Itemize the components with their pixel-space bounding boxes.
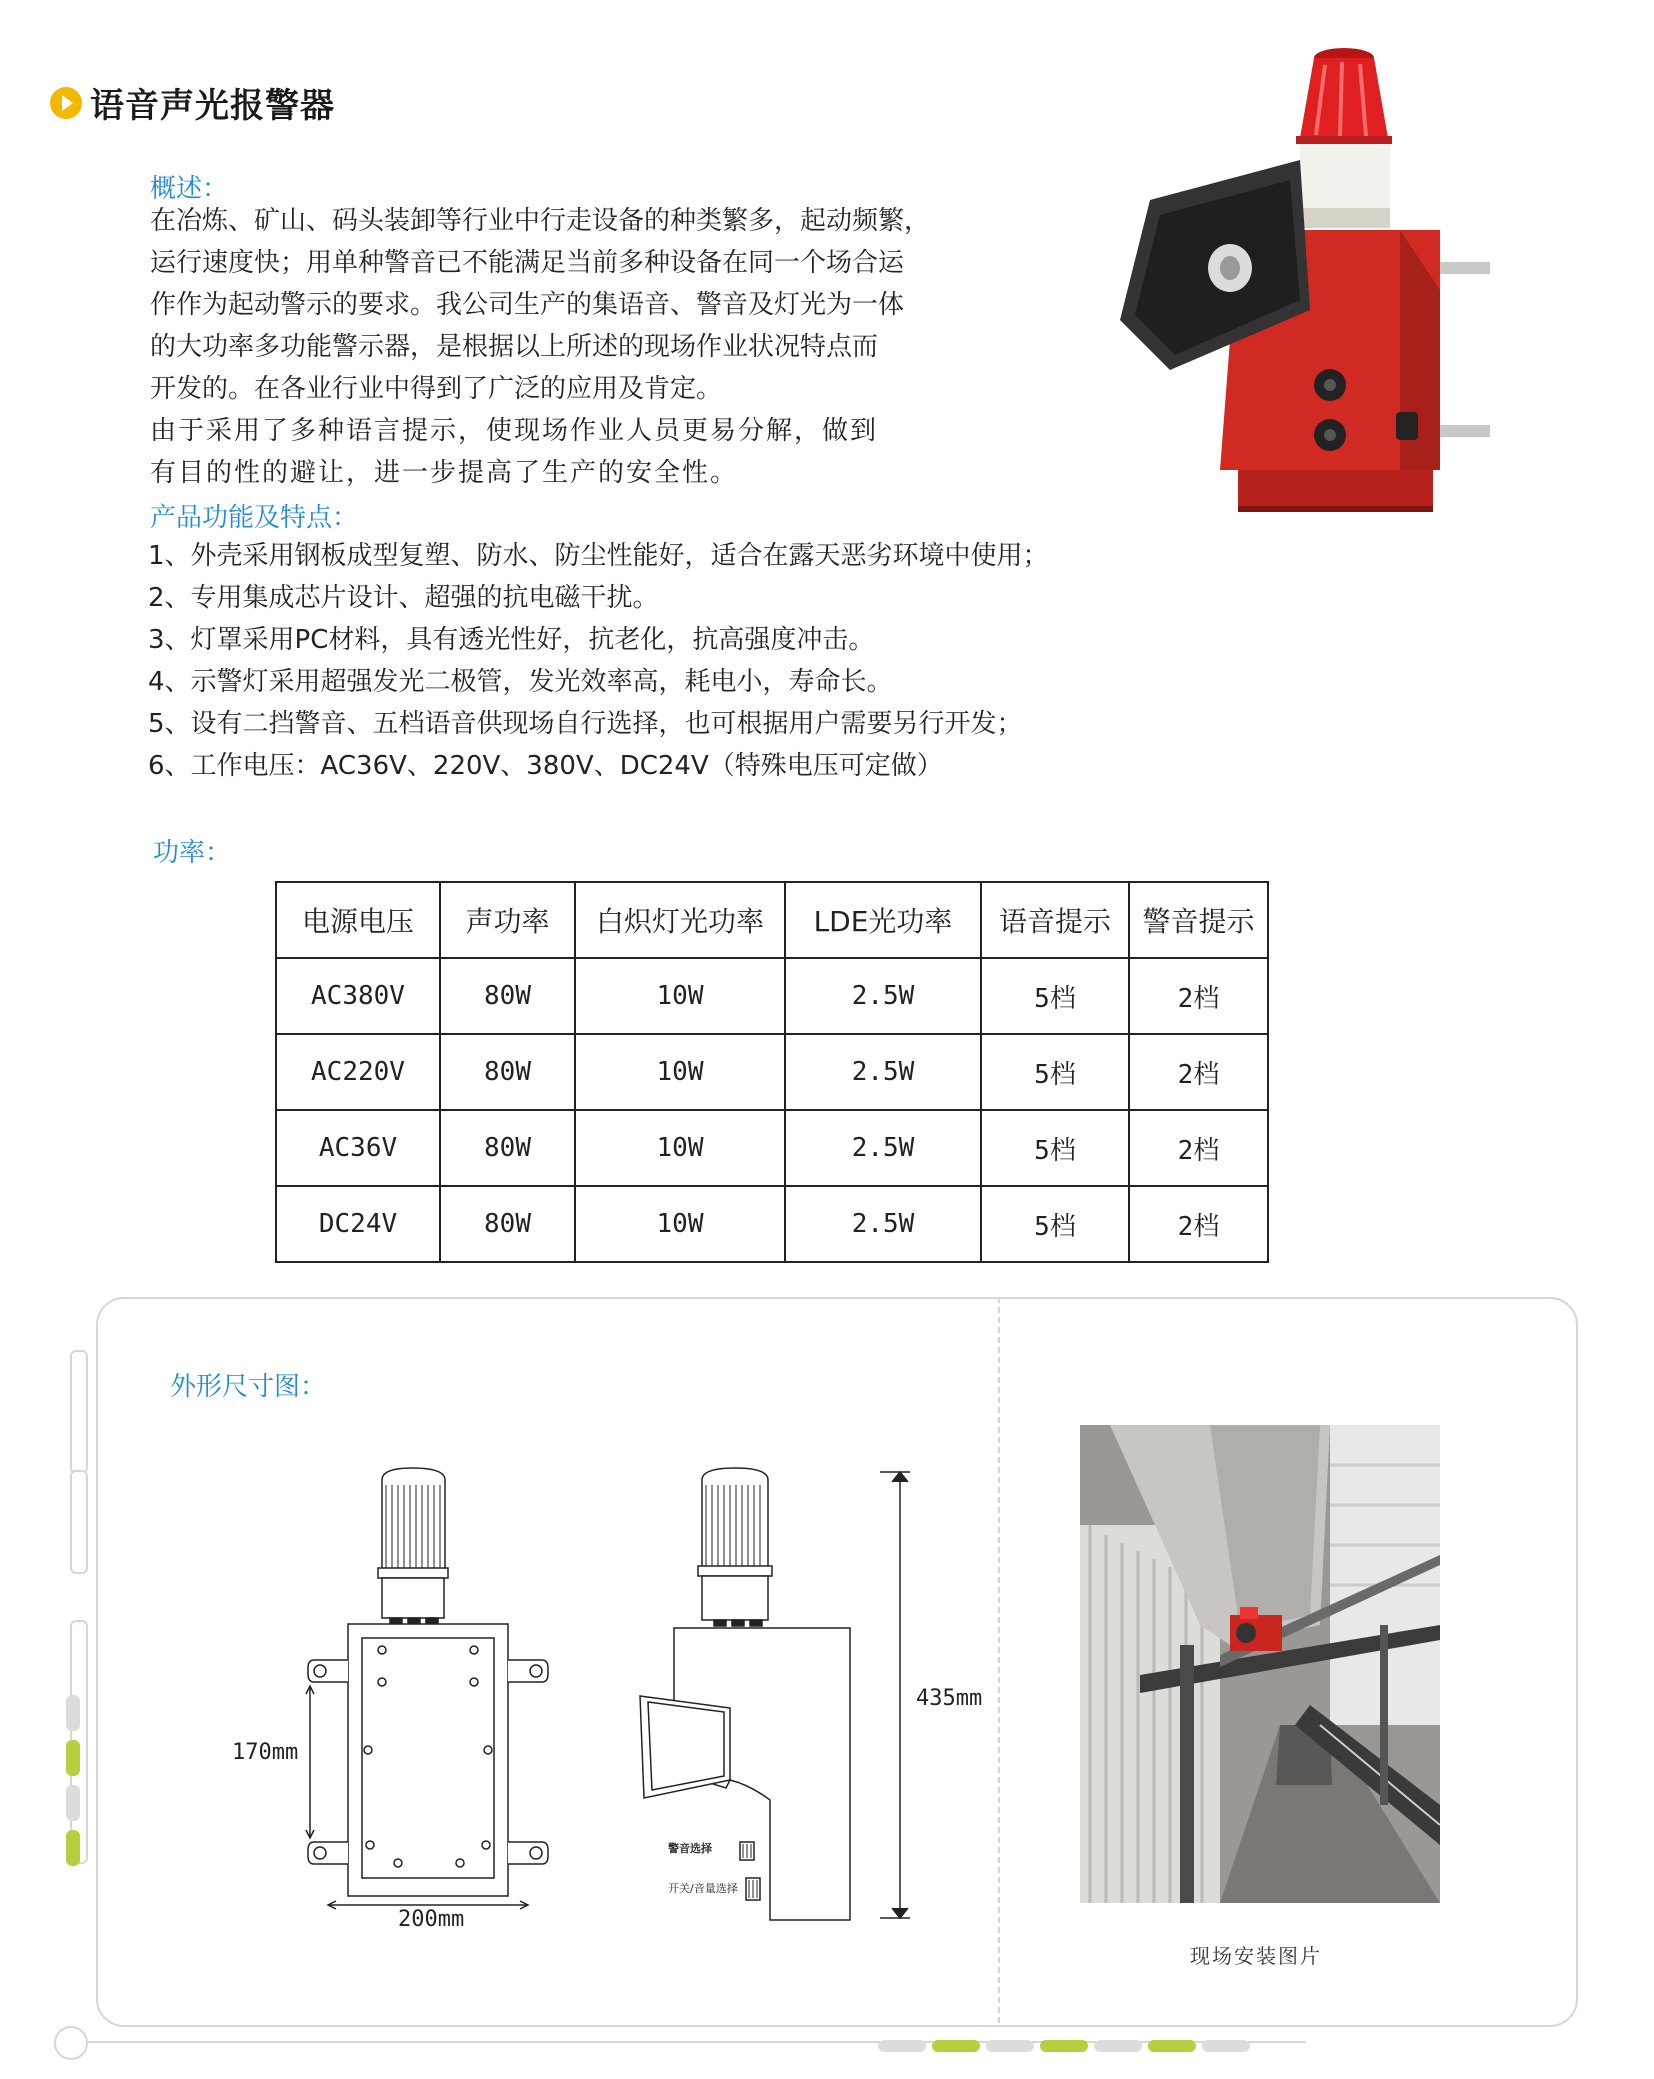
table-cell: 2档 bbox=[1129, 958, 1268, 1034]
table-cell: 2.5W bbox=[785, 1034, 981, 1110]
table-header-row bbox=[276, 882, 1268, 958]
feature-item: 5、设有二挡警音、五档语音供现场自行选择，也可根据用户需要另行开发； bbox=[148, 709, 1023, 739]
table-row bbox=[276, 1186, 1268, 1262]
site-install-photo bbox=[1080, 1425, 1440, 1903]
feature-item: 6、工作电压：AC36V、220V、380V、DC24V（特殊电压可定做） bbox=[148, 751, 943, 781]
feature-item: 3、灯罩采用PC材料，具有透光性好，抗老化，抗高强度冲击。 bbox=[148, 625, 875, 655]
height-dimension-label: 170mm bbox=[232, 1740, 299, 1765]
overview-line: 由于采用了多种语言提示，使现场作业人员更易分解，做到 bbox=[150, 416, 879, 446]
page-title-block bbox=[50, 78, 335, 127]
table-row bbox=[276, 1034, 1268, 1110]
table-cell: 5档 bbox=[981, 958, 1129, 1034]
table-cell: 2.5W bbox=[785, 1186, 981, 1262]
feature-item: 2、专用集成芯片设计、超强的抗电磁干扰。 bbox=[148, 583, 659, 613]
table-cell: 80W bbox=[440, 1110, 575, 1186]
panel-divider bbox=[998, 1297, 1000, 2023]
corner-circle-decoration bbox=[54, 2026, 88, 2060]
play-bullet-icon bbox=[50, 87, 82, 119]
side-tab-decoration bbox=[70, 1470, 88, 1574]
side-tab-green bbox=[66, 1830, 80, 1866]
page-title: 语音声光报警器 bbox=[90, 86, 335, 126]
bottom-seg-grey bbox=[878, 2040, 926, 2052]
bottom-seg-grey bbox=[1094, 2040, 1142, 2052]
overview-line: 开发的。在各业行业中得到了广泛的应用及肯定。 bbox=[150, 374, 723, 404]
features-heading: 产品功能及特点： bbox=[150, 503, 359, 533]
overview-text bbox=[150, 200, 930, 494]
overview-line: 的大功率多功能警示器，是根据以上所述的现场作业状况特点而 bbox=[150, 332, 879, 362]
table-cell: 80W bbox=[440, 958, 575, 1034]
table-cell: 2档 bbox=[1129, 1110, 1268, 1186]
alarm-select-label: 警音选择 bbox=[668, 1842, 712, 1855]
table-cell: 10W bbox=[575, 1034, 785, 1110]
table-header: 白炽灯光功率 bbox=[575, 882, 785, 958]
table-header: 电源电压 bbox=[276, 882, 440, 958]
overview-line: 在冶炼、矿山、码头装卸等行业中行走设备的种类繁多，起动频繁， bbox=[150, 206, 931, 236]
table-header: 警音提示 bbox=[1129, 882, 1268, 958]
table-cell: 10W bbox=[575, 958, 785, 1034]
total-height-dimension-label: 435mm bbox=[916, 1686, 983, 1711]
switch-volume-label: 开关/音量选择 bbox=[668, 1882, 738, 1895]
power-table bbox=[275, 881, 1269, 1263]
table-cell: 80W bbox=[440, 1186, 575, 1262]
feature-item: 1、外壳采用钢板成型复塑、防水、防尘性能好，适合在露天恶劣环境中使用； bbox=[148, 541, 1049, 571]
table-header: 语音提示 bbox=[981, 882, 1129, 958]
table-cell: AC380V bbox=[276, 958, 440, 1034]
features-list bbox=[148, 535, 1049, 787]
table-row bbox=[276, 1110, 1268, 1186]
table-cell: 80W bbox=[440, 1034, 575, 1110]
dimensions-heading: 外形尺寸图： bbox=[170, 1372, 327, 1402]
table-cell: 2.5W bbox=[785, 1110, 981, 1186]
side-view-drawing bbox=[630, 1460, 920, 1930]
table-cell: 10W bbox=[575, 1186, 785, 1262]
bottom-seg-grey bbox=[1202, 2040, 1250, 2052]
table-cell: 2档 bbox=[1129, 1034, 1268, 1110]
overview-line: 作作为起动警示的要求。我公司生产的集语音、警音及灯光为一体 bbox=[150, 290, 905, 320]
front-view-drawing bbox=[300, 1460, 570, 1920]
bottom-seg-grey bbox=[986, 2040, 1034, 2052]
table-cell: 5档 bbox=[981, 1110, 1129, 1186]
table-cell: 2.5W bbox=[785, 958, 981, 1034]
table-cell: AC36V bbox=[276, 1110, 440, 1186]
overview-line: 运行速度快；用单种警音已不能满足当前多种设备在同一个场合运 bbox=[150, 248, 905, 278]
alarm-product-image bbox=[1120, 40, 1500, 530]
bottom-seg-green bbox=[1148, 2040, 1196, 2052]
side-tab-decoration bbox=[70, 1350, 88, 1474]
table-cell: AC220V bbox=[276, 1034, 440, 1110]
table-row bbox=[276, 958, 1268, 1034]
feature-item: 4、示警灯采用超强发光二极管，发光效率高，耗电小，寿命长。 bbox=[148, 667, 893, 697]
table-cell: 5档 bbox=[981, 1034, 1129, 1110]
overview-heading: 概述： bbox=[150, 174, 229, 204]
table-cell: 10W bbox=[575, 1110, 785, 1186]
photo-caption: 现场安装图片 bbox=[1190, 1944, 1322, 1968]
table-cell: 5档 bbox=[981, 1186, 1129, 1262]
width-dimension-label: 200mm bbox=[398, 1907, 465, 1932]
table-header: 声功率 bbox=[440, 882, 575, 958]
table-header: LDE光功率 bbox=[785, 882, 981, 958]
side-tab-grey bbox=[66, 1785, 80, 1821]
bottom-seg-green bbox=[932, 2040, 980, 2052]
overview-line: 有目的性的避让，进一步提高了生产的安全性。 bbox=[150, 458, 739, 488]
power-heading: 功率： bbox=[153, 838, 232, 868]
bottom-seg-green bbox=[1040, 2040, 1088, 2052]
side-tab-grey bbox=[66, 1695, 80, 1731]
side-tab-green bbox=[66, 1740, 80, 1776]
table-cell: 2档 bbox=[1129, 1186, 1268, 1262]
table-cell: DC24V bbox=[276, 1186, 440, 1262]
